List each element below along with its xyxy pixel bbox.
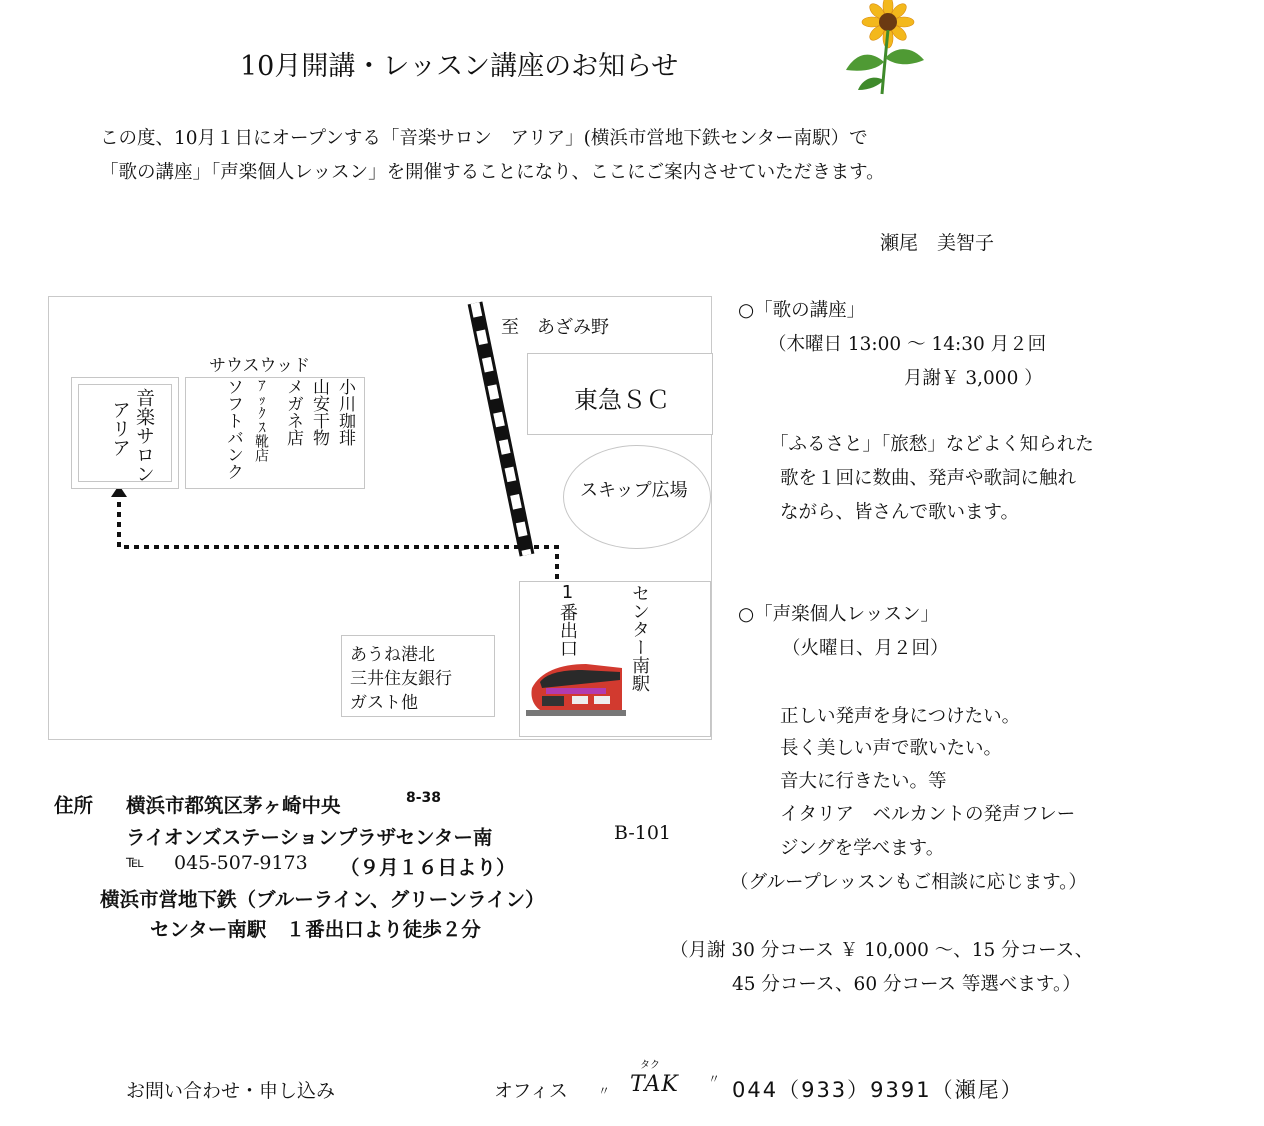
address-unit: B-101 <box>614 822 671 844</box>
shop-label: ｱｯｸｽ靴店 <box>253 378 269 462</box>
southwood-label: サウスウッド <box>209 356 311 376</box>
course1-fee: 月謝￥ 3,000 ） <box>904 368 1043 389</box>
course2-desc: 音大に行きたい。等 <box>780 771 947 792</box>
shop-label: 小川珈琲 <box>335 378 355 446</box>
address-label: 住所 <box>54 794 94 817</box>
shop-label: 山安干物 <box>309 378 329 446</box>
direction-label: 至 あざみ野 <box>501 317 609 338</box>
center-minami-station-block <box>519 581 711 737</box>
salon-name-line1: 音楽サロン <box>133 388 155 483</box>
transit-line2: センター南駅 １番出口より徒歩２分 <box>150 918 481 941</box>
shop-label: あうね港北 <box>350 645 435 665</box>
tokyu-sc-block <box>527 353 713 435</box>
train-icon <box>526 658 626 720</box>
course2-desc: 長く美しい声で歌いたい。 <box>780 738 1003 759</box>
intro-line-2: 「歌の講座」「声楽個人レッスン」を開催することになり、ここにご案内させていただきます。 <box>100 162 885 183</box>
tokyu-sc-label: 東急ＳＣ <box>574 386 670 414</box>
lesson-fees-line2: 45 分コース、60 分コース 等選べます。） <box>732 974 1081 995</box>
salon-aria-block <box>71 377 179 489</box>
course1-desc: 「ふるさと」「旅愁」などよく知られた <box>770 434 1094 455</box>
inquiry-label: お問い合わせ・申し込み <box>126 1080 336 1102</box>
sunflower-leaf-right <box>885 49 924 64</box>
contact-phone: 044（933）9391（瀬尾） <box>732 1078 1024 1102</box>
sunflower-center <box>879 13 897 31</box>
address-line1: 横浜市都筑区茅ヶ崎中央 <box>126 794 341 817</box>
sunflower-illustration <box>832 0 932 96</box>
skip-plaza-label: スキップ広場 <box>580 480 688 501</box>
transit-line1: 横浜市営地下鉄（ブルーライン、グリーンライン） <box>100 888 545 911</box>
tel-note: （９月１６日より） <box>340 856 516 879</box>
course2-schedule: （火曜日、月２回） <box>782 638 949 659</box>
shop-label: ガスト他 <box>350 693 418 713</box>
salon-name-line2: アリア <box>109 400 131 457</box>
intro-line-1: この度、10月１日にオープンする「音楽サロン アリア」(横浜市営地下鉄センター南駅）で <box>100 128 868 149</box>
course1-heading: ○「歌の講座」 <box>738 300 866 321</box>
shop-label: メガネ店 <box>283 378 303 446</box>
lesson-fees-line1: （月謝 30 分コース ￥ 10,000 〜、15 分コース、 <box>670 940 1094 961</box>
course1-desc: ながら、皆さんで歌います。 <box>780 502 1020 523</box>
phone-icon: ℡ <box>126 852 145 872</box>
shop-label: ソフトバンク <box>223 378 243 480</box>
course1-desc: 歌を１回に数曲、発声や歌詞に触れ <box>780 468 1077 489</box>
course2-heading: ○「声楽個人レッスン」 <box>738 604 939 625</box>
author-name: 瀬尾 美智子 <box>880 232 995 254</box>
shopping-block <box>341 635 495 717</box>
walking-route <box>119 495 557 579</box>
office-logo: TAK <box>630 1072 679 1097</box>
quote-mark-open: 〃 <box>598 1084 611 1098</box>
tel-number: 045-507-9173 <box>174 852 308 874</box>
access-map <box>48 296 712 740</box>
address-number: 8-38 <box>406 790 442 806</box>
southwood-shops-block <box>185 377 365 489</box>
group-lesson-note: （グループレッスンもご相談に応じます。） <box>730 872 1087 893</box>
address-building: ライオンズステーションプラザセンター南 <box>126 826 493 849</box>
office-ruby: タク <box>640 1060 660 1071</box>
quote-mark-close: 〃 <box>708 1072 721 1086</box>
course2-desc: 正しい発声を身につけたい。 <box>780 706 1021 727</box>
page-title: 10月開講・レッスン講座のお知らせ <box>240 51 679 82</box>
office-label: オフィス <box>494 1080 568 1102</box>
course2-desc: イタリア ベルカントの発声フレー <box>780 804 1076 825</box>
station-name-label: センター南駅 <box>629 584 650 692</box>
course1-schedule: （木曜日 13:00 〜 14:30 月２回 <box>768 334 1047 355</box>
shop-label: 三井住友銀行 <box>350 669 452 689</box>
skip-plaza <box>563 445 711 549</box>
course2-desc: ジングを学べます。 <box>780 838 945 859</box>
sunflower-leaf-left <box>846 55 884 71</box>
exit-1-label: 1番出口 <box>557 582 578 657</box>
